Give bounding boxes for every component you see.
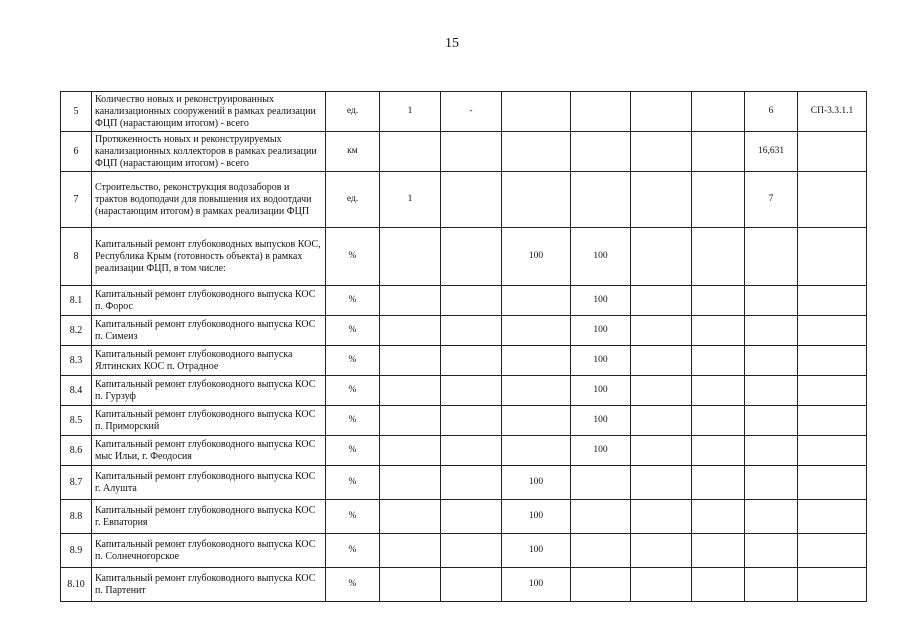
value-cell (798, 376, 867, 406)
value-cell (692, 568, 745, 602)
indicator-name-cell: Капитальный ремонт глубоководного выпуска КОС г. Евпатория (92, 500, 326, 534)
value-cell (380, 132, 441, 172)
value-cell (798, 406, 867, 436)
value-cell (692, 406, 745, 436)
value-cell (380, 500, 441, 534)
indicator-name-cell: Капитальный ремонт глубоководного выпуска Ялтинских КОС п. Отрадное (92, 346, 326, 376)
value-cell: 100 (571, 406, 631, 436)
value-cell (380, 436, 441, 466)
value-cell: СП-3.3.1.1 (798, 92, 867, 132)
row-number-cell: 8.1 (61, 286, 92, 316)
indicator-name-cell: Капитальный ремонт глубоководного выпуска КОС п. Партенит (92, 568, 326, 602)
value-cell: 100 (502, 500, 571, 534)
value-cell (745, 316, 798, 346)
unit-cell: % (326, 568, 380, 602)
unit-cell: % (326, 500, 380, 534)
value-cell (798, 132, 867, 172)
row-number-cell: 8.3 (61, 346, 92, 376)
value-cell (692, 500, 745, 534)
value-cell (692, 172, 745, 228)
value-cell (502, 406, 571, 436)
value-cell: 100 (571, 316, 631, 346)
value-cell (441, 436, 502, 466)
indicator-name-cell: Количество новых и реконструированных канализационных сооружений в рамках реализации ФЦП (нарастающим итогом) - всего (92, 92, 326, 132)
value-cell (631, 500, 692, 534)
row-number-cell: 8.4 (61, 376, 92, 406)
row-number-cell: 7 (61, 172, 92, 228)
row-number-cell: 8 (61, 228, 92, 286)
unit-cell: км (326, 132, 380, 172)
value-cell (631, 346, 692, 376)
table-row (61, 568, 867, 602)
unit-cell: % (326, 228, 380, 286)
row-number-cell: 8.6 (61, 436, 92, 466)
value-cell (798, 436, 867, 466)
value-cell (502, 376, 571, 406)
value-cell (745, 228, 798, 286)
value-cell: 100 (502, 534, 571, 568)
indicator-name-cell: Капитальный ремонт глубоководного выпуска КОС п. Гурзуф (92, 376, 326, 406)
value-cell (631, 436, 692, 466)
value-cell (502, 436, 571, 466)
value-cell (745, 568, 798, 602)
value-cell (631, 466, 692, 500)
value-cell (692, 346, 745, 376)
value-cell (571, 500, 631, 534)
value-cell (745, 466, 798, 500)
value-cell (571, 568, 631, 602)
value-cell (798, 316, 867, 346)
value-cell (441, 286, 502, 316)
value-cell (631, 172, 692, 228)
value-cell (571, 466, 631, 500)
table-row (61, 286, 867, 316)
table-row (61, 132, 867, 172)
indicator-name-cell: Капитальный ремонт глубоководного выпуска КОС п. Форос (92, 286, 326, 316)
value-cell (502, 172, 571, 228)
value-cell (745, 500, 798, 534)
row-number-cell: 5 (61, 92, 92, 132)
value-cell (441, 568, 502, 602)
table-row (61, 534, 867, 568)
value-cell (441, 316, 502, 346)
table-row (61, 346, 867, 376)
value-cell (380, 568, 441, 602)
table-row (61, 92, 867, 132)
value-cell (692, 376, 745, 406)
indicator-name-cell: Капитальный ремонт глубоководных выпусков КОС, Республика Крым (готовность объекта) в рамках реализации ФЦП, в том числе: (92, 228, 326, 286)
value-cell: 1 (380, 92, 441, 132)
value-cell (502, 316, 571, 346)
value-cell (692, 286, 745, 316)
value-cell: 100 (571, 228, 631, 286)
value-cell: 100 (571, 436, 631, 466)
table-row (61, 500, 867, 534)
unit-cell: % (326, 406, 380, 436)
value-cell (502, 286, 571, 316)
value-cell (745, 534, 798, 568)
value-cell (631, 376, 692, 406)
value-cell (631, 568, 692, 602)
value-cell (798, 172, 867, 228)
value-cell (571, 534, 631, 568)
value-cell (571, 172, 631, 228)
value-cell (798, 500, 867, 534)
indicator-name-cell: Протяженность новых и реконструируемых канализационных коллекторов в рамках реализации ФЦП (нарастающим итогом) - всего (92, 132, 326, 172)
value-cell (745, 286, 798, 316)
value-cell (441, 534, 502, 568)
table-row (61, 376, 867, 406)
value-cell (380, 376, 441, 406)
value-cell (380, 316, 441, 346)
indicator-name-cell: Строительство, реконструкция водозаборов и трактов водоподачи для повышения их водоотдачи (нарастающим итогом) в рамках реализации ФЦП (92, 172, 326, 228)
value-cell: 1 (380, 172, 441, 228)
value-cell (631, 132, 692, 172)
unit-cell: % (326, 534, 380, 568)
value-cell (441, 466, 502, 500)
unit-cell: % (326, 376, 380, 406)
table-row (61, 466, 867, 500)
value-cell (571, 92, 631, 132)
indicators-table (60, 91, 867, 602)
value-cell (798, 568, 867, 602)
value-cell: 100 (571, 376, 631, 406)
table-row (61, 172, 867, 228)
table-row (61, 228, 867, 286)
value-cell (631, 406, 692, 436)
value-cell (502, 132, 571, 172)
page-number: 15 (445, 36, 459, 51)
value-cell: 100 (571, 346, 631, 376)
value-cell (441, 376, 502, 406)
value-cell (571, 132, 631, 172)
value-cell (692, 436, 745, 466)
row-number-cell: 8.7 (61, 466, 92, 500)
unit-cell: % (326, 436, 380, 466)
value-cell (692, 132, 745, 172)
unit-cell: ед. (326, 92, 380, 132)
value-cell (441, 500, 502, 534)
indicator-name-cell: Капитальный ремонт глубоководного выпуска КОС п. Приморский (92, 406, 326, 436)
value-cell (692, 92, 745, 132)
row-number-cell: 8.8 (61, 500, 92, 534)
value-cell: - (441, 92, 502, 132)
value-cell (798, 534, 867, 568)
value-cell (798, 286, 867, 316)
value-cell (441, 406, 502, 436)
value-cell: 100 (502, 228, 571, 286)
value-cell (441, 172, 502, 228)
value-cell (798, 228, 867, 286)
table-row (61, 406, 867, 436)
value-cell (745, 436, 798, 466)
value-cell (502, 346, 571, 376)
value-cell (745, 406, 798, 436)
value-cell: 7 (745, 172, 798, 228)
value-cell (380, 346, 441, 376)
value-cell (631, 534, 692, 568)
value-cell (380, 534, 441, 568)
value-cell (441, 346, 502, 376)
value-cell: 100 (502, 568, 571, 602)
value-cell (631, 286, 692, 316)
value-cell (798, 346, 867, 376)
value-cell (631, 92, 692, 132)
value-cell (631, 228, 692, 286)
row-number-cell: 8.2 (61, 316, 92, 346)
unit-cell: % (326, 286, 380, 316)
table-row (61, 436, 867, 466)
value-cell (692, 228, 745, 286)
unit-cell: ед. (326, 172, 380, 228)
row-number-cell: 8.5 (61, 406, 92, 436)
value-cell (692, 466, 745, 500)
value-cell (745, 376, 798, 406)
value-cell (380, 286, 441, 316)
unit-cell: % (326, 466, 380, 500)
indicator-name-cell: Капитальный ремонт глубоководного выпуска КОС п. Симеиз (92, 316, 326, 346)
row-number-cell: 6 (61, 132, 92, 172)
value-cell (380, 466, 441, 500)
row-number-cell: 8.10 (61, 568, 92, 602)
value-cell (798, 466, 867, 500)
value-cell (692, 316, 745, 346)
indicator-name-cell: Капитальный ремонт глубоководного выпуска КОС г. Алушта (92, 466, 326, 500)
value-cell (502, 92, 571, 132)
unit-cell: % (326, 346, 380, 376)
row-number-cell: 8.9 (61, 534, 92, 568)
value-cell (631, 316, 692, 346)
value-cell (692, 534, 745, 568)
value-cell (745, 346, 798, 376)
value-cell (380, 406, 441, 436)
value-cell: 16,631 (745, 132, 798, 172)
value-cell (441, 228, 502, 286)
value-cell: 100 (502, 466, 571, 500)
unit-cell: % (326, 316, 380, 346)
value-cell (441, 132, 502, 172)
indicator-name-cell: Капитальный ремонт глубоководного выпуска КОС мыс Ильи, г. Феодосия (92, 436, 326, 466)
value-cell (380, 228, 441, 286)
indicator-name-cell: Капитальный ремонт глубоководного выпуска КОС п. Солнечногорское (92, 534, 326, 568)
table-row (61, 316, 867, 346)
value-cell: 6 (745, 92, 798, 132)
value-cell: 100 (571, 286, 631, 316)
